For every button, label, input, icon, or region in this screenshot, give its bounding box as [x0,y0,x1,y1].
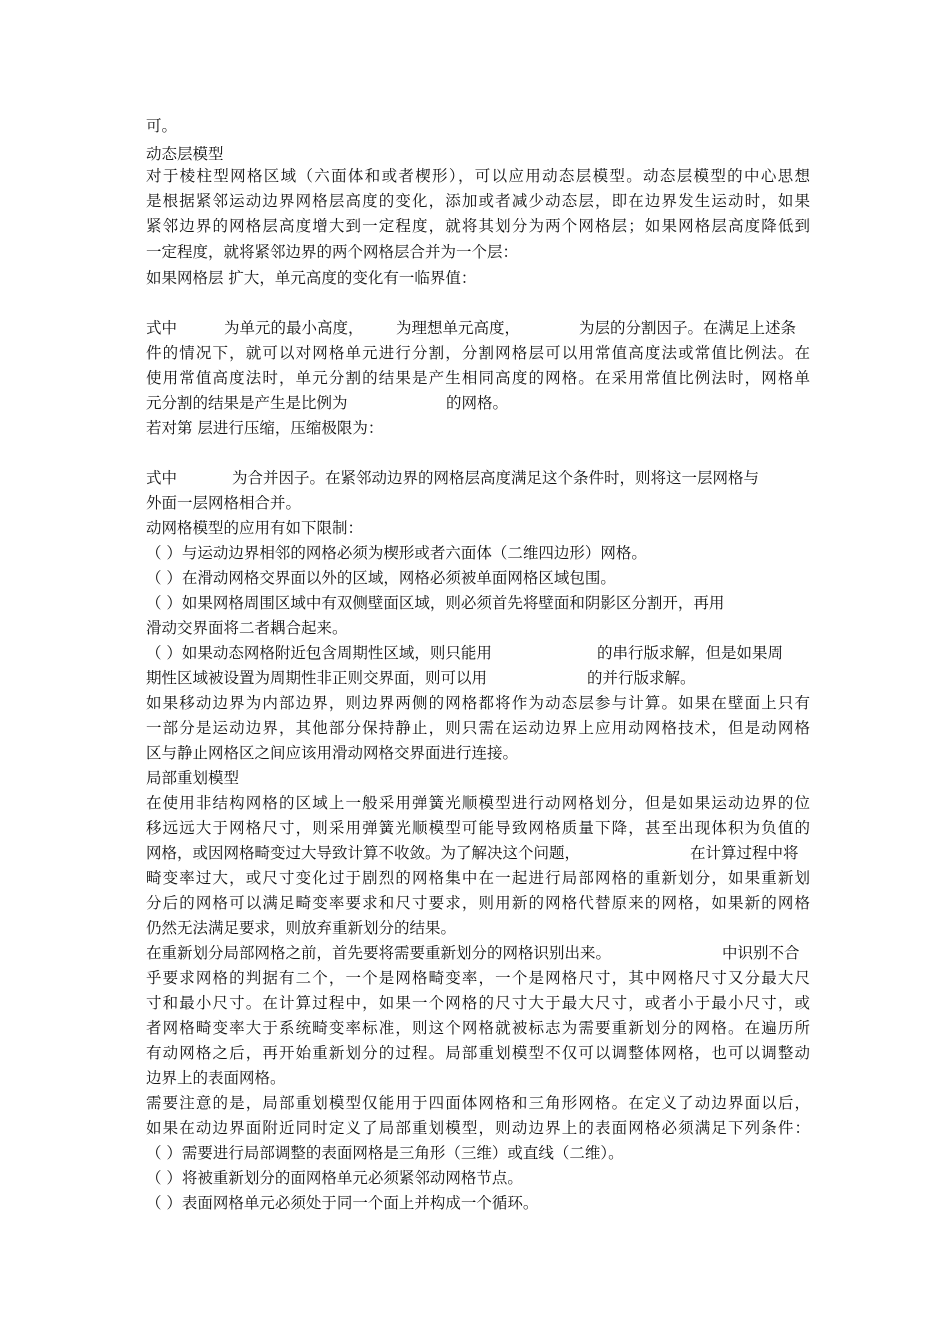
text-segment: 期性区域被设置为周期性非正则交界面，则可以用 [146,669,488,687]
text-line: 移远远大于网格尺寸，则采用弹簧光顺模型可能导致网格质量下降，甚至出现体积为负值的 [146,819,810,837]
list-item-with-gaps [146,641,810,665]
text-line: 有动网格之后，再开始重新划分的过程。局部重划模型不仅可以调整体网格，也可以调整动 [146,1044,810,1062]
text-line-with-gaps [146,841,810,865]
list-item: （ ）在滑动网格交界面以外的区域，网格必须被单面网格区域包围。 [146,569,616,587]
text-segment: 的网格。 [446,394,509,412]
text-segment: （ ）如果动态网格附近包含周期性区域，则只能用 [146,644,492,662]
list-item-continuation-with-gaps [146,666,810,690]
text-line: 件的情况下，就可以对网格单元进行分割，分割网格层可以用常值高度法或常值比例法。在 [146,344,810,362]
text-line-with-gaps [146,466,810,490]
text-segment: 式中 [146,319,178,337]
text-line: 乎要求网格的判据有二个，一个是网格畸变率，一个是网格尺寸，其中网格尺寸又分最大尺 [146,969,810,987]
text-segment: 元分割的结果是产生是比例为 [146,394,348,412]
text-line: 可。 [146,117,178,135]
text-segment: 为层的分割因子。在满足上述条 [579,319,797,337]
list-item: （ ）将被重新划分的面网格单元必须紧邻动网格节点。 [146,1169,523,1187]
text-line: 使用常值高度法时，单元分割的结果是产生相同高度的网格。在采用常值比例法时，网格单 [146,369,810,387]
text-segment: 为单元的最小高度， [224,319,364,337]
text-line-with-gaps [146,391,810,415]
list-item: （ ）如果网格周围区域中有双侧壁面区域，则必须首先将壁面和阴影区分割开，再用 [146,594,725,612]
text-line: 边界上的表面网格。 [146,1069,286,1087]
text-segment: 的串行版求解，但是如果周 [597,644,784,662]
text-line: 分后的网格可以满足畸变率要求和尺寸要求，则用新的网格代替原来的网格，如果新的网格 [146,894,810,912]
text-segment: 式中 [146,469,178,487]
text-segment: 在计算过程中将 [690,844,799,862]
text-line-with-gaps [146,316,810,340]
text-line: 对于棱柱型网格区域（六面体和或者楔形），可以应用动态层模型。动态层模型的中心思想 [146,167,810,185]
section-heading-dynamic-layering: 动态层模型 [146,145,224,163]
text-line: 寸和最小尺寸。在计算过程中，如果一个网格的尺寸大于最大尺寸，或者小于最小尺寸，或 [146,994,810,1012]
text-line: 紧邻边界的网格层高度增大到一定程度，就将其划分为两个网格层；如果网格层高度降低到 [146,217,810,235]
text-line: 一定程度，就将紧邻边界的两个网格层合并为一个层： [146,243,519,261]
text-line: 如果网格层 扩大，单元高度的变化有一临界值： [146,269,477,287]
text-line: 区与静止网格区之间应该用滑动网格交界面进行连接。 [146,744,519,762]
text-segment: 为合并因子。在紧邻动边界的网格层高度满足这个条件时，则将这一层网格与 [232,469,760,487]
text-line: 在使用非结构网格的区域上一般采用弹簧光顺模型进行动网格划分，但是如果运动边界的位 [146,794,810,812]
text-segment: 在重新划分局部网格之前，首先要将需要重新划分的网格识别出来。 [146,944,612,962]
text-line: 外面一层网格相合并。 [146,494,302,512]
text-line: 若对第 层进行压缩，压缩极限为： [146,419,384,437]
text-line: 是根据紧邻运动边界网格层高度的变化，添加或者减少动态层，即在边界发生运动时，如果 [146,192,810,210]
section-heading-local-remeshing: 局部重划模型 [146,769,240,787]
text-line-with-gaps [146,941,810,965]
formula-placeholder [146,441,810,465]
formula-placeholder [146,291,810,315]
list-item: （ ）需要进行局部调整的表面网格是三角形（三维）或直线（二维）。 [146,1144,624,1162]
text-segment: 为理想单元高度， [396,319,521,337]
list-item: （ ）表面网格单元必须处于同一个面上并构成一个循环。 [146,1194,539,1212]
text-line: 动网格模型的应用有如下限制： [146,519,364,537]
text-line: 者网格畸变率大于系统畸变率标准，则这个网格就被标志为需要重新划分的网格。在遍历所 [146,1019,810,1037]
list-item: （ ）与运动边界相邻的网格必须为楔形或者六面体（二维四边形）网格。 [146,544,647,562]
text-segment: 中识别不合 [722,944,800,962]
text-line: 畸变率过大，或尺寸变化过于剧烈的网格集中在一起进行局部网格的重新划分，如果重新划 [146,869,810,887]
text-line: 如果在动边界面附近同时定义了局部重划模型，则动边界上的表面网格必须满足下列条件： [146,1119,810,1137]
text-line: 一部分是运动边界，其他部分保持静止，则只需在运动边界上应用动网格技术，但是动网格 [146,719,810,737]
list-item-continuation: 滑动交界面将二者耦合起来。 [146,619,348,637]
text-segment: 网格，或因网格畸变过大导致计算不收敛。为了解决这个问题， [146,844,581,862]
text-line: 需要注意的是，局部重划模型仅能用于四面体网格和三角形网格。在定义了动边界面以后， [146,1094,810,1112]
text-line: 如果移动边界为内部边界，则边界两侧的网格都将作为动态层参与计算。如果在壁面上只有 [146,694,810,712]
text-segment: 的并行版求解。 [587,669,696,687]
text-line: 仍然无法满足要求，则放弃重新划分的结果。 [146,919,457,937]
